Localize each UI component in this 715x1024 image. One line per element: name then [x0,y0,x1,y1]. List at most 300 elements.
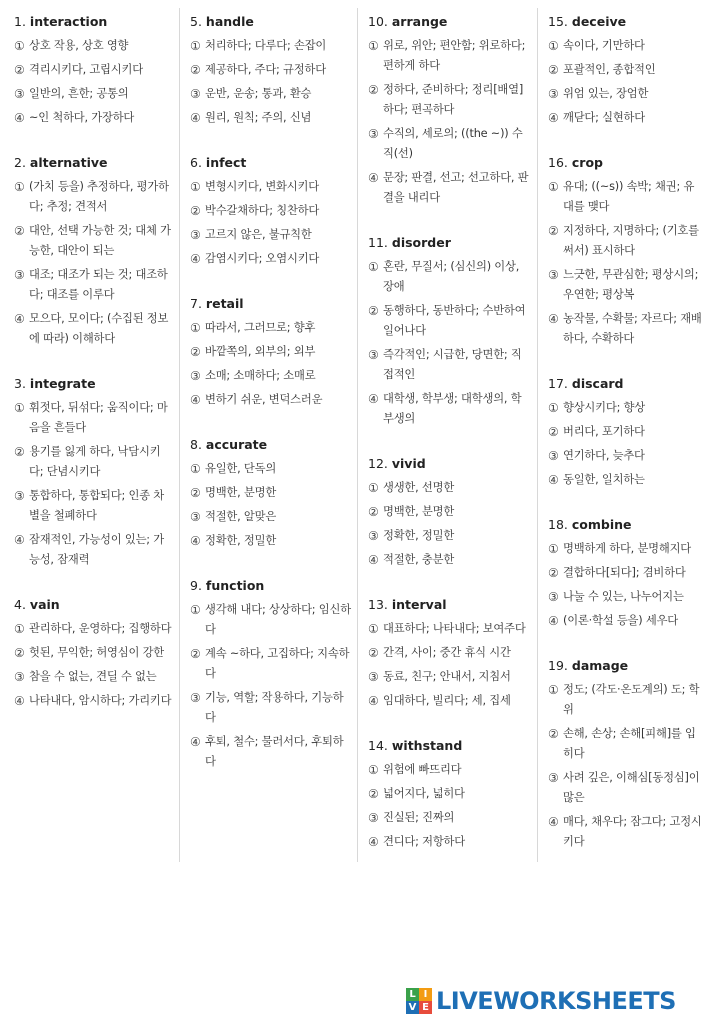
option-number-marker: ③ [368,811,379,825]
answer-option[interactable] [368,36,531,76]
answer-option[interactable] [14,486,173,526]
answer-option[interactable] [368,760,531,780]
option-number-marker: ③ [368,670,379,684]
question-word: discard [571,376,624,391]
answer-option[interactable] [14,60,173,80]
option-text: 동료, 친구; 안내서, 지침서 [383,670,511,683]
option-number-marker: ② [14,445,25,459]
option-text: 유대; ((~s)) 속박; 채권; 유대를 맺다 [563,180,695,213]
answer-option[interactable] [190,644,351,684]
answer-option[interactable] [190,177,351,197]
answer-option[interactable] [14,36,173,56]
option-text: 느긋한, 무관심한; 평상시의; 우연한; 평상복 [563,268,699,301]
answer-option[interactable] [190,225,351,245]
option-text: 문장; 판결, 선고; 선고하다, 판결을 내리다 [383,171,529,204]
answer-option[interactable] [368,257,531,297]
option-number-marker: ① [14,622,25,636]
option-number-marker: ① [368,39,379,53]
option-number-marker: ① [368,481,379,495]
question-number: 18. [548,517,568,532]
option-text: 격리시키다, 고립시키다 [29,63,143,76]
option-text: 유일한, 단독의 [205,462,277,475]
option-text: 즉각적인; 시급한, 당면한; 직접적인 [383,348,522,381]
option-number-marker: ④ [190,534,201,548]
answer-option[interactable] [368,667,531,687]
option-text: 위로, 위안; 편안함; 위로하다; 편하게 하다 [383,39,526,72]
question-column [6,8,180,862]
option-text: 버리다, 포기하다 [563,425,645,438]
option-text: 농작물, 수확물; 자르다; 재배하다, 수확하다 [563,312,702,345]
question-heading [14,14,173,30]
logo-mark-letter: I [419,988,432,1001]
question-number: 17. [548,376,568,391]
option-number-marker: ① [368,622,379,636]
option-number-marker: ① [548,401,559,415]
question-heading [190,578,351,594]
question-heading [368,597,531,613]
option-text: 나타내다, 암시하다; 가리키다 [29,694,172,707]
option-number-marker: ③ [190,228,201,242]
question-heading [368,456,531,472]
question-word: retail [205,296,244,311]
question-heading [190,14,351,30]
option-number-marker: ① [14,401,25,415]
option-number-marker: ② [548,566,559,580]
option-number-marker: ④ [368,392,379,406]
question-word: handle [205,14,254,29]
answer-option[interactable] [14,108,173,128]
option-text: 정확한, 정밀한 [205,534,277,547]
answer-option[interactable] [14,177,173,217]
answer-option[interactable] [190,318,351,338]
question-word: integrate [29,376,96,391]
option-text: 매다, 채우다; 잠그다; 고정시키다 [563,815,702,848]
option-number-marker: ③ [548,449,559,463]
option-text: 용기를 잃게 하다, 낙담시키다; 단념시키다 [29,445,161,478]
question-number: 9. [190,578,202,593]
option-text: 일반의, 흔한; 공통의 [29,87,129,100]
option-number-marker: ④ [14,533,25,547]
option-number-marker: ③ [14,489,25,503]
option-text: 계속 ~하다, 고집하다; 지속하다 [205,647,350,680]
question-heading [190,437,351,453]
answer-option[interactable] [14,398,173,438]
answer-option[interactable] [548,446,704,466]
answer-option[interactable] [368,784,531,804]
option-text: 고르지 않은, 불규칙한 [205,228,312,241]
question-number: 3. [14,376,26,391]
option-number-marker: ④ [548,312,559,326]
option-text: 포괄적인, 종합적인 [563,63,656,76]
question-heading [14,376,173,392]
question-heading [190,296,351,312]
option-text: 대학생, 학부생; 대학생의, 학부생의 [383,392,522,425]
question-word: deceive [571,14,627,29]
answer-option[interactable] [14,691,173,711]
option-number-marker: ④ [548,815,559,829]
answer-option[interactable] [190,108,351,128]
option-number-marker: ④ [548,111,559,125]
option-number-marker: ② [368,304,379,318]
option-text: 적절한, 알맞은 [205,510,277,523]
question-column [182,8,358,862]
option-number-marker: ① [190,462,201,476]
option-number-marker: ④ [190,735,201,749]
question-item [548,376,704,490]
option-number-marker: ① [190,321,201,335]
option-text: 제공하다, 주다; 규정하다 [205,63,326,76]
option-number-marker: ③ [548,87,559,101]
answer-option[interactable] [368,389,531,429]
option-number-marker: ③ [14,268,25,282]
option-number-marker: ④ [190,111,201,125]
question-item [14,597,173,711]
option-text: 동행하다, 동반하다; 수반하여 일어나다 [383,304,526,337]
question-number: 8. [190,437,202,452]
option-text: 나눌 수 있는, 나누어지는 [563,590,684,603]
option-text: 정도; (각도·온도계의) 도; 학위 [563,683,700,716]
option-text: 휘젓다, 뒤섞다; 움직이다; 마음을 흔들다 [29,401,168,434]
answer-option[interactable] [548,60,704,80]
question-number: 12. [368,456,388,471]
question-word: alternative [29,155,108,170]
question-heading [548,517,704,533]
question-number: 5. [190,14,202,29]
question-number: 4. [14,597,26,612]
question-item [548,14,704,128]
question-heading [548,14,704,30]
option-number-marker: ② [190,63,201,77]
question-number: 2. [14,155,26,170]
answer-option[interactable] [190,600,351,640]
option-number-marker: ③ [368,529,379,543]
question-number: 7. [190,296,202,311]
option-number-marker: ④ [14,694,25,708]
option-number-marker: ④ [368,171,379,185]
question-item [190,155,351,269]
option-number-marker: ② [548,425,559,439]
liveworksheets-logo [406,985,676,1017]
option-number-marker: ③ [190,510,201,524]
question-word: infect [205,155,247,170]
option-number-marker: ② [190,486,201,500]
answer-option[interactable] [368,80,531,120]
answer-option[interactable] [190,60,351,80]
option-number-marker: ② [14,224,25,238]
option-text: 처리하다; 다루다; 손잡이 [205,39,327,52]
option-text: 대표하다; 나타내다; 보여주다 [383,622,526,635]
question-number: 1. [14,14,26,29]
option-text: 속이다, 기만하다 [563,39,645,52]
question-item [190,296,351,410]
answer-option[interactable] [14,221,173,261]
answer-option[interactable] [368,550,531,570]
answer-option[interactable] [548,587,704,607]
answer-option[interactable] [368,301,531,341]
option-number-marker: ② [190,345,201,359]
answer-option[interactable] [190,342,351,362]
question-word: disorder [391,235,451,250]
answer-option[interactable] [548,398,704,418]
question-heading [548,376,704,392]
question-item [14,376,173,570]
option-number-marker: ④ [190,393,201,407]
option-text: 넓어지다, 넓히다 [383,787,465,800]
question-number: 15. [548,14,568,29]
question-heading [14,155,173,171]
answer-option[interactable] [548,611,704,631]
option-number-marker: ① [548,39,559,53]
option-number-marker: ② [368,83,379,97]
question-item [368,14,531,208]
option-text: 결합하다[되다]; 겸비하다 [563,566,686,579]
option-text: 정확한, 정밀한 [383,529,455,542]
option-number-marker: ④ [368,553,379,567]
option-text: 지정하다, 지명하다; (기호를 써서) 표시하다 [563,224,699,257]
answer-option[interactable] [368,168,531,208]
option-text: 상호 작용, 상호 영향 [29,39,129,52]
option-text: 명백한, 분명한 [383,505,455,518]
option-number-marker: ④ [14,312,25,326]
answer-option[interactable] [548,539,704,559]
option-number-marker: ② [368,787,379,801]
answer-option[interactable] [368,526,531,546]
question-heading [548,658,704,674]
option-number-marker: ③ [548,771,559,785]
question-heading [14,597,173,613]
answer-option[interactable] [190,366,351,386]
question-number: 14. [368,738,388,753]
answer-option[interactable] [548,108,704,128]
option-text: 적절한, 충분한 [383,553,455,566]
answer-option[interactable] [190,84,351,104]
option-text: 혼란, 무질서; (심신의) 이상, 장애 [383,260,520,293]
option-text: 변형시키다, 변화시키다 [205,180,319,193]
question-item [548,517,704,631]
option-text: 후퇴, 철수; 물러서다, 후퇴하다 [205,735,344,768]
logo-mark-letter: V [406,1001,419,1014]
option-text: 헛된, 무익한; 허영심이 강한 [29,646,165,659]
option-number-marker: ④ [368,694,379,708]
option-text: 간격, 사이; 중간 휴식 시간 [383,646,511,659]
option-number-marker: ① [548,542,559,556]
answer-option[interactable] [190,688,351,728]
option-number-marker: ① [14,39,25,53]
option-text: 견디다; 저항하다 [383,835,465,848]
option-number-marker: ② [14,646,25,660]
answer-option[interactable] [548,265,704,305]
option-number-marker: ① [14,180,25,194]
option-text: 동일한, 일치하는 [563,473,645,486]
option-text: 운반, 운송; 통과, 환승 [205,87,312,100]
answer-option[interactable] [368,478,531,498]
option-text: 소매; 소매하다; 소매로 [205,369,316,382]
question-number: 10. [368,14,388,29]
option-text: (가치 등을) 추정하다, 평가하다; 추정; 견적서 [29,180,169,213]
answer-option[interactable] [14,84,173,104]
option-text: 변하기 쉬운, 변덕스러운 [205,393,323,406]
question-word: interaction [29,14,108,29]
option-text: 손해, 손상; 손해[피해]를 입히다 [563,727,696,760]
question-number: 16. [548,155,568,170]
option-number-marker: ① [190,603,201,617]
option-number-marker: ④ [548,614,559,628]
question-heading [368,14,531,30]
answer-option[interactable] [548,309,704,349]
question-word: function [205,578,265,593]
question-word: crop [571,155,603,170]
answer-option[interactable] [548,422,704,442]
answer-option[interactable] [548,470,704,490]
option-text: 통합하다, 통합되다; 인종 차별을 철폐하다 [29,489,165,522]
option-text: 관리하다, 운영하다; 집행하다 [29,622,172,635]
option-number-marker: ④ [368,835,379,849]
logo-mark-icon [406,988,432,1014]
answer-option[interactable] [190,390,351,410]
option-text: 대조; 대조가 되는 것; 대조하다; 대조를 이루다 [29,268,168,301]
answer-option[interactable] [190,732,351,772]
answer-option[interactable] [190,507,351,527]
option-number-marker: ① [368,763,379,777]
answer-option[interactable] [14,667,173,687]
answer-option[interactable] [368,502,531,522]
answer-option[interactable] [368,832,531,852]
answer-option[interactable] [14,265,173,305]
option-number-marker: ② [190,204,201,218]
option-text: 바깥쪽의, 외부의; 외부 [205,345,316,358]
question-word: interval [391,597,447,612]
question-item [368,738,531,852]
answer-option[interactable] [14,643,173,663]
answer-option[interactable] [190,201,351,221]
answer-option[interactable] [368,691,531,711]
option-number-marker: ② [368,505,379,519]
option-text: 진실된; 진짜의 [383,811,455,824]
answer-option[interactable] [548,563,704,583]
answer-option[interactable] [548,680,704,720]
option-number-marker: ③ [548,590,559,604]
answer-option[interactable] [14,309,173,349]
option-text: 원리, 원칙; 주의, 신념 [205,111,312,124]
option-text: 명백하게 하다, 분명해지다 [563,542,692,555]
answer-option[interactable] [368,808,531,828]
option-number-marker: ② [548,224,559,238]
option-number-marker: ③ [14,87,25,101]
answer-option[interactable] [190,531,351,551]
option-text: 생각해 내다; 상상하다; 임신하다 [205,603,351,636]
answer-option[interactable] [190,36,351,56]
option-text: 위엄 있는, 장엄한 [563,87,649,100]
option-text: 임대하다, 빌리다; 세, 집세 [383,694,511,707]
option-text: 위험에 빠뜨리다 [383,763,462,776]
option-number-marker: ② [548,63,559,77]
question-item [14,155,173,349]
question-word: combine [571,517,632,532]
option-text: 사려 깊은, 이해심[동정심]이 많은 [563,771,700,804]
option-number-marker: ④ [548,473,559,487]
answer-option[interactable] [368,124,531,164]
option-text: (이론·학설 등을) 세우다 [563,614,679,627]
option-text: 참을 수 없는, 견딜 수 없는 [29,670,157,683]
answer-option[interactable] [548,221,704,261]
option-number-marker: ② [190,647,201,661]
option-text: 모으다, 모이다; (수집된 정보에 따라) 이해하다 [29,312,169,345]
option-number-marker: ① [548,683,559,697]
logo-mark-letter: E [419,1001,432,1014]
option-number-marker: ③ [368,127,379,141]
answer-option[interactable] [548,768,704,808]
option-text: 잠재적인, 가능성이 있는; 가능성, 잠재력 [29,533,165,566]
question-word: vivid [391,456,426,471]
question-number: 19. [548,658,568,673]
answer-option[interactable] [548,724,704,764]
logo-text: LIVEWORKSHEETS [436,987,676,1015]
option-number-marker: ① [190,39,201,53]
option-text: 생생한, 선명한 [383,481,455,494]
option-text: 감염시키다; 오염시키다 [205,252,320,265]
question-item [368,235,531,429]
answer-option[interactable] [548,812,704,852]
option-text: 깨닫다; 실현하다 [563,111,645,124]
option-number-marker: ② [368,646,379,660]
option-number-marker: ③ [190,87,201,101]
question-item [548,658,704,852]
question-heading [368,738,531,754]
question-item [14,14,173,128]
question-column [360,8,538,862]
option-text: 따라서, 그러므로; 향후 [205,321,316,334]
option-number-marker: ④ [190,252,201,266]
option-number-marker: ③ [190,691,201,705]
answer-option[interactable] [368,345,531,385]
question-number: 11. [368,235,388,250]
logo-mark-letter: L [406,988,419,1001]
option-number-marker: ④ [14,111,25,125]
option-text: 수직의, 세로의; ((the ~)) 수직(선) [383,127,523,160]
option-text: 정하다, 준비하다; 정리[배열]하다; 편곡하다 [383,83,524,116]
option-number-marker: ② [14,63,25,77]
answer-option[interactable] [14,442,173,482]
question-column [540,8,710,862]
option-text: 박수갈채하다; 칭찬하다 [205,204,320,217]
answer-option[interactable] [368,643,531,663]
answer-option[interactable] [190,249,351,269]
answer-option[interactable] [548,177,704,217]
answer-option[interactable] [548,36,704,56]
answer-option[interactable] [190,459,351,479]
option-number-marker: ③ [368,348,379,362]
question-number: 13. [368,597,388,612]
option-text: ~인 척하다, 가장하다 [29,111,135,124]
question-item [190,437,351,551]
answer-option[interactable] [14,530,173,570]
option-number-marker: ③ [548,268,559,282]
option-text: 명백한, 분명한 [205,486,277,499]
question-word: vain [29,597,60,612]
question-item [368,597,531,711]
option-text: 대안, 선택 가능한 것; 대체 가능한, 대안이 되는 [29,224,171,257]
question-heading [368,235,531,251]
answer-option[interactable] [14,619,173,639]
answer-option[interactable] [190,483,351,503]
question-word: accurate [205,437,268,452]
question-word: damage [571,658,629,673]
question-item [190,578,351,772]
answer-option[interactable] [368,619,531,639]
option-number-marker: ① [190,180,201,194]
option-number-marker: ① [368,260,379,274]
answer-option[interactable] [548,84,704,104]
